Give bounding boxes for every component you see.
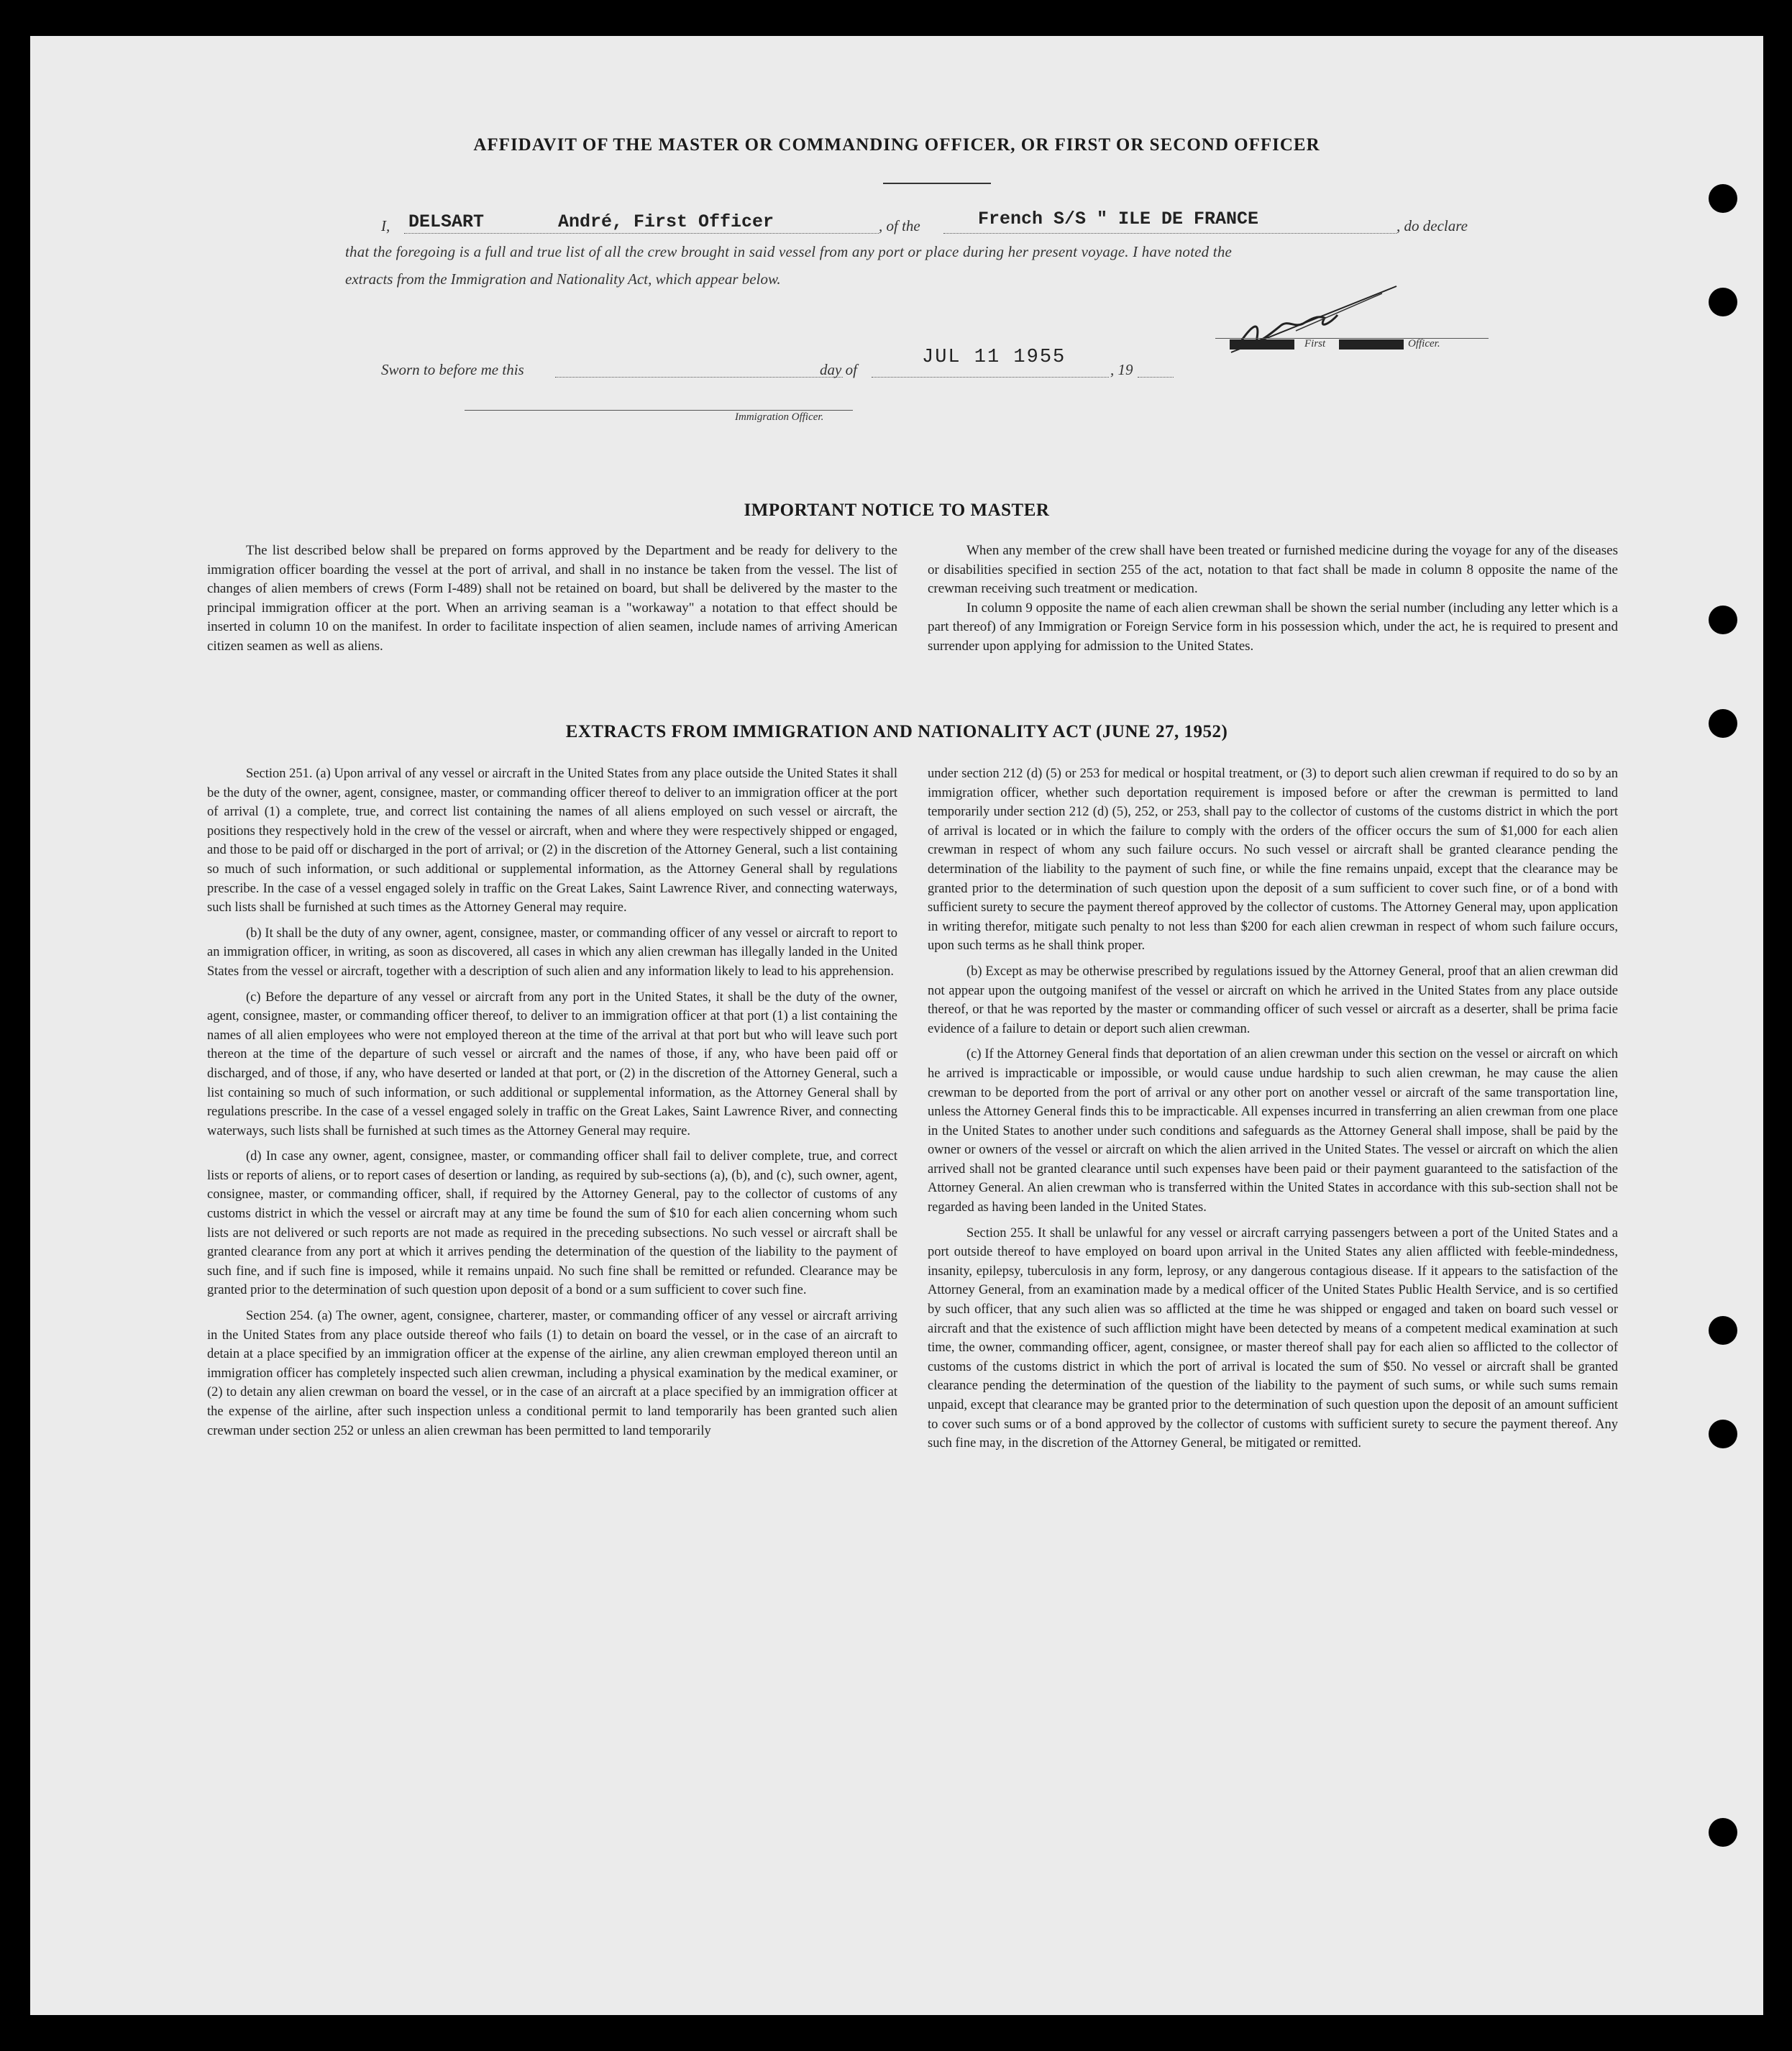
section-255: Section 255. It shall be unlawful for any vessel or aircraft carrying passengers between a port of the United States and a port outside thereof to have employed on board upon arrival in the United States any alien afflicted with feeble-mindedness, insanity, epilepsy, tuberculosis in any form, leprosy, or any dangerous contagious disease. If it appears to the satisfaction of the Attorney General, from an examination made by a medical officer of the United States Public Health Service, and is so certified by such officer, that any such alien was so afflicted at the time he was shipped or engaged and taken on board such vessel or aircraft and that the existence of such affliction might have been detected by means of a competent medical examination at such time, the owner, commanding officer, agent, consignee, or master thereof shall pay for each alien so afflicted to the collector of customs of the customs district in which the port of arrival is located the sum of $50. No vessel or aircraft shall be granted clearance pending the determination of the question of the liability to the payment of such sums, or while such sums remain unpaid, except that clearance may be granted prior to the determination of such question upon the deposit of an amount sufficient to cover such sums or of a bond approved by the collector of customs with sufficient surety to secure the payment thereof. Any such fine may, in the discretion of the Attorney General, be mitigated or remitted. <box>928 1225 1618 1451</box>
section-251-b: (b) It shall be the duty of any owner, agent, consignee, master, or commanding officer of any vessel or aircraft to report to an immigration officer, in writing, as soon as discovered, all cases in which any alien crewman has illegally landed in the United States from the vessel or aircraft, together with a description of such alien and any information likely to lead to his apprehension. <box>207 926 897 979</box>
notice-right-paragraph-2: In column 9 opposite the name of each alien crewman shall be shown the serial number (including any letter which is a part thereof) of any Immigration or Foreign Service form in his possession which, under the act, he is required to present and surrender upon applying for admission to the United States. <box>928 600 1618 654</box>
signature-line <box>1215 338 1489 339</box>
section-251-a: Section 251. (a) Upon arrival of any vessel or aircraft in the United States from any place outside the United States it shall be the duty of the owner, agent, consignee, master, or commanding officer thereof to deliver to an immigration officer at the port of arrival (1) a complete, true, and correct list containing the names of all aliens employed on such vessel or aircraft, the positions they respectively hold in the crew of the vessel or aircraft, when and where they were respectively shipped or engaged, and those to be paid off or discharged in the port of arrival; or (2) in the discretion of the Attorney General, such a list containing so much of such information, or such additional or supplemental information, as the Attorney General shall by regulations prescribe. In the case of a vessel engaged solely in traffic on the Great Lakes, Saint Lawrence River, and connecting waterways, such lists shall be furnished at such times as the Attorney General may require. <box>207 767 897 915</box>
binder-hole <box>1709 1316 1737 1345</box>
affidavit-title: AFFIDAVIT OF THE MASTER OR COMMANDING OFFICER, OR FIRST OR SECOND OFFICER <box>473 135 1320 155</box>
immigration-officer-label: Immigration Officer. <box>735 411 824 423</box>
section-254-a: Section 254. (a) The owner, agent, consignee, charterer, master, or commanding officer of any vessel or aircraft arriving in the United States from any place outside thereof who fails (1) to detain on board the vessel, or in the case of an aircraft to detain at a place specified by an immigration officer at the expense of the airline, any alien crewman employed thereon until an immigration officer has completely inspected such alien crewman, including a physical examination by the medical examiner, or (2) to detain any alien crewman on board the vessel, or in the case of an aircraft at a place specified by an immigration officer at the expense of the airline, after such inspection unless a conditional permit to land temporarily has been granted such alien crewman under section 252 or unless an alien crewman has been permitted to land temporarily <box>207 1309 897 1438</box>
immigration-officer-line <box>465 410 853 411</box>
sworn-label: Sworn to before me this <box>381 361 524 378</box>
first-officer-label-a: First <box>1304 338 1326 350</box>
do-declare-label: , do declare <box>1396 217 1468 234</box>
officer-given-name-rank: André, First Officer <box>558 211 774 232</box>
binder-hole <box>1709 184 1737 213</box>
section-254-c: (c) If the Attorney General finds that deportation of an alien crewman under this section on the vessel or aircraft on which he arrived is impracticable or impossible, or would cause undue hardship to such alien crewman, he may cause the alien crewman to be deported from the port of arrival or any other port on another vessel or aircraft of the same transportation line, unless the Attorney General finds this to be impracticable. All expenses incurred in transferring an alien crewman from one place in the United States to another under such conditions and safeguards as the Attorney General shall impose, shall be paid by the owner or owners of the vessel or aircraft on which the alien arrived in the United States. The vessel or aircraft on which the alien arrived shall not be granted clearance until such expenses have been paid or their payment guaranteed to the satisfaction of the Attorney General. An alien crewman who is transferred within the United States in accordance with this sub-section shall not be regarded as having been landed in the United States. <box>928 1047 1618 1215</box>
officer-surname: DELSART <box>408 211 485 232</box>
extracts-left-column <box>207 764 897 1447</box>
sworn-day-fill-line <box>555 377 843 378</box>
struck-out-text-2 <box>1339 339 1404 350</box>
notice-title: IMPORTANT NOTICE TO MASTER <box>744 501 1050 520</box>
day-of-label: day of <box>820 361 857 378</box>
of-the-label: , of the <box>879 217 920 234</box>
i-label: I, <box>381 217 390 234</box>
notice-right-paragraph-1: When any member of the crew shall have been treated or furnished medicine during the voyage for any of the diseases or disabilities specified in section 255 of the act, notation to that fact shall be made in column 8 opposite the name of the crewman receiving such treatment or medication. <box>928 543 1618 597</box>
month-fill-line <box>872 377 1109 378</box>
extracts-right-column <box>928 764 1618 1460</box>
declaration-line-3: extracts from the Immigration and Nationality Act, which appear below. <box>345 270 781 288</box>
struck-out-text <box>1230 339 1294 350</box>
binder-hole <box>1709 1818 1737 1847</box>
declaration-line-2: that the foregoing is a full and true list of all the crew brought in said vessel from any port or place during her present voyage. I have noted the <box>345 243 1233 260</box>
first-officer-label-b: Officer. <box>1408 338 1440 350</box>
document-page <box>30 36 1763 2015</box>
binder-hole <box>1709 288 1737 316</box>
section-254-b: (b) Except as may be otherwise prescribed by regulations issued by the Attorney General, proof that an alien crewman did not appear upon the outgoing manifest of the vessel or aircraft on which he arrived in the United States from any place outside thereof, or that he was reported by the master or commanding officer of such vessel or aircraft as a deserter, shall be prima facie evidence of a failure to detain or deport such alien crewman. <box>928 964 1618 1036</box>
section-251-d: (d) In case any owner, agent, consignee, master, or commanding officer shall fail to deliver complete, true, and correct lists or reports of aliens, or to report cases of desertion or landing, as required by sub-sections (a), (b), and (c), such owner, agent, consignee, master, or commanding officer, shall, if required by the Attorney General, pay to the collector of customs of any customs district in which the vessel or aircraft may at any time be found the sum of $10 for each alien concerning whom such lists are not delivered or such reports are not made as required in the preceding subsections. No such vessel or aircraft shall be granted clearance from any port at which it arrives pending the determination of the question of the liability to the payment of such fine, and if such fine is imposed, while it remains unpaid. No such fine shall be remitted or refunded. Clearance may be granted prior to the determination of such question upon deposit of a bond or a sum sufficient to cover such fine. <box>207 1149 897 1298</box>
year-prefix: , 19 <box>1110 361 1133 378</box>
notice-left-column <box>207 542 897 663</box>
vessel-fill-line <box>943 233 1396 234</box>
year-fill-line <box>1138 377 1174 378</box>
notice-left-paragraph: The list described below shall be prepared on forms approved by the Department and be ready for delivery to the immigration officer boarding the vessel at the port of arrival, and shall in no instance be taken from the vessel. The list of changes of alien members of crews (Form I-489) shall not be retained on board, but shall be delivered by the master to the principal immigration officer at the port. When an arriving seaman is a "workaway" a notation to that effect should be inserted in column 10 on the manifest. In order to facilitate inspection of alien seamen, include names of arriving American citizen seamen as well as aliens. <box>207 543 897 654</box>
title-divider <box>883 183 991 184</box>
extracts-title: EXTRACTS FROM IMMIGRATION AND NATIONALITY ACT (JUNE 27, 1952) <box>565 722 1228 741</box>
notice-right-column <box>928 542 1618 663</box>
sworn-date-stamp: JUL 11 1955 <box>922 347 1066 368</box>
section-251-c: (c) Before the departure of any vessel or aircraft from any port in the United States, it shall be the duty of the owner, agent, consignee, master, or commanding officer thereof, to deliver to an immigration officer at that port (1) a list containing the names of all alien employees who were not employed thereon at the time of the arrival at that port but who will leave such port thereon at the time of the departure of such vessel or aircraft and the names of those, if any, who have been paid off or discharged, and of those, if any, who have deserted or landed at that port, or (2) in the discretion of the Attorney General, such a list containing so much of such information, or such additional or supplemental information, as the Attorney General shall by regulations prescribe. In the case of a vessel engaged solely in traffic on the Great Lakes, Saint Lawrence River, and connecting waterways, such lists shall be furnished at such times as the Attorney General may require. <box>207 990 897 1138</box>
binder-hole <box>1709 709 1737 738</box>
binder-hole <box>1709 606 1737 634</box>
vessel-name: French S/S " ILE DE FRANCE <box>978 209 1259 229</box>
section-254-a-continued: under section 212 (d) (5) or 253 for medical or hospital treatment, or (3) to deport such alien crewman if required to do so by an immigration officer, whether such deportation requirement is imposed before or after the crewman is permitted to land temporarily under section 212 (d) (5), 252, or 253, shall pay to the collector of customs of the customs district in which the port of arrival is located or in which the failure to comply with the orders of the officer occurs the sum of $1,000 for each alien crewman in respect of whom any such failure occurs. No such vessel or aircraft shall be granted clearance pending the determination of the liability to the payment of such fine, or while the fine remains unpaid, except that the clearance may be granted prior to the determination of such question upon the deposit of a sum sufficient to cover such fine, or of a bond with sufficient surety to secure the payment thereof approved by the collector of customs. The Attorney General may, upon application in writing therefor, mitigate such penalty to not less than $200 for each alien crewman in respect of whom such failure occurs, upon such terms as he shall think proper. <box>928 767 1618 954</box>
name-fill-line <box>404 233 879 234</box>
binder-hole <box>1709 1420 1737 1448</box>
